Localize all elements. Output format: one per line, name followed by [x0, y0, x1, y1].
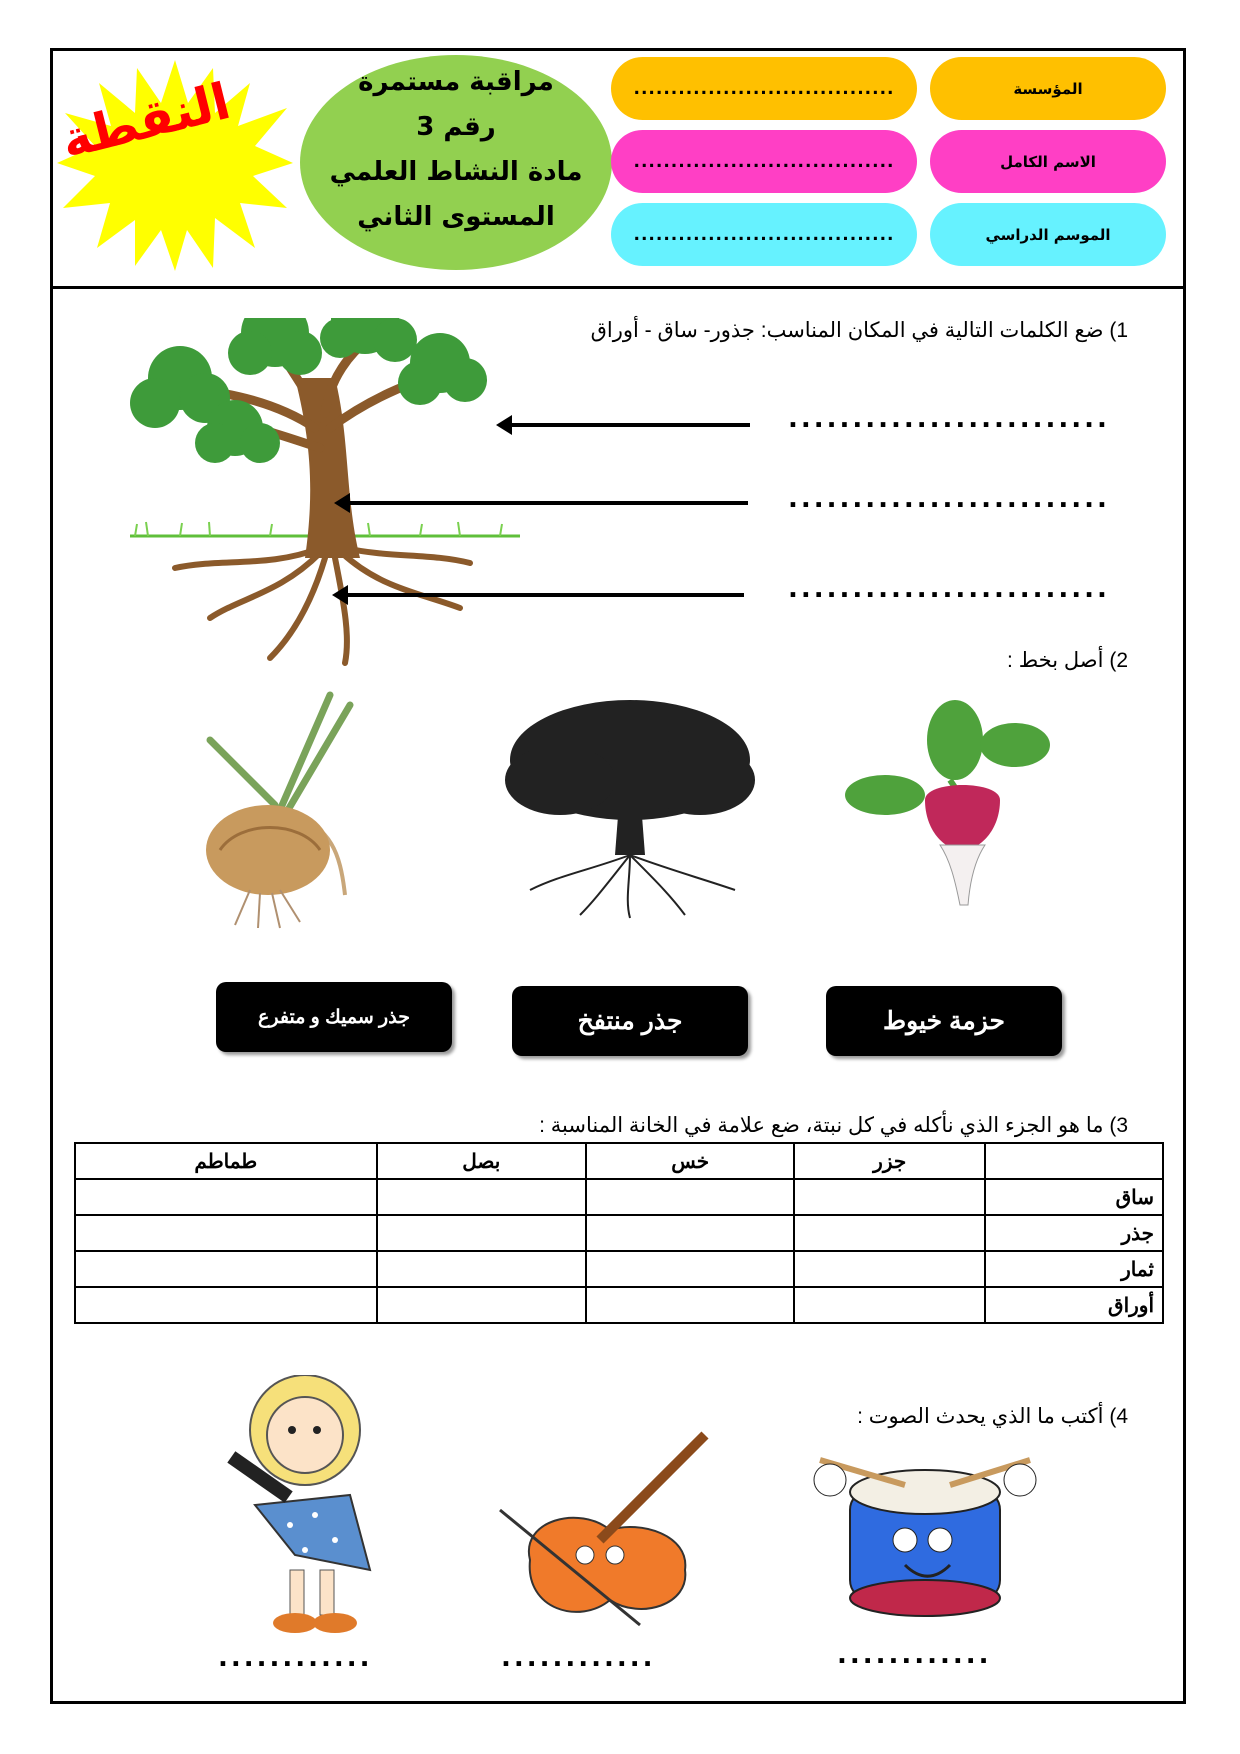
exam-title [300, 60, 612, 240]
sound-blank-violin[interactable]: ............ [501, 1643, 656, 1673]
row-label: ثمار [985, 1251, 1163, 1287]
question-text: أصل بخط : [1007, 649, 1104, 672]
sound-blank-flute[interactable]: ............ [218, 1643, 373, 1673]
tree-image [120, 318, 540, 668]
row-label: جذر [985, 1215, 1163, 1251]
arrow-leaves [510, 423, 750, 427]
answer-cell[interactable] [377, 1179, 586, 1215]
table-row [75, 1251, 1163, 1287]
sound-blank-drum[interactable]: ............ [837, 1640, 992, 1670]
answer-box-fibrous[interactable]: حزمة خيوط [826, 986, 1062, 1056]
answer-cell[interactable] [75, 1179, 377, 1215]
question-number: 3) [1109, 1114, 1128, 1137]
answer-cell[interactable] [586, 1179, 795, 1215]
answer-cell[interactable] [794, 1251, 985, 1287]
title-line: المستوى الثاني [357, 202, 555, 232]
violin-image [490, 1420, 740, 1630]
answer-blank[interactable]: ......................... [788, 404, 1110, 434]
answer-cell[interactable] [586, 1287, 795, 1323]
question-2 [1007, 648, 1128, 673]
row-label: ساق [985, 1179, 1163, 1215]
answer-box-thick-root[interactable]: جذر سميك و متفرع [216, 982, 452, 1052]
fullname-label: الاسم الكامل [930, 130, 1166, 193]
school-year-label: الموسم الدراسي [930, 203, 1166, 266]
answer-cell[interactable] [75, 1215, 377, 1251]
question-number: 1) [1109, 319, 1128, 342]
radish-image [840, 700, 1060, 910]
table-header-cell [985, 1143, 1163, 1179]
question-text: ما هو الجزء الذي نأكله في كل نبتة، ضع علامة في الخانة المناسبة : [539, 1114, 1104, 1137]
title-line: مراقبة مستمرة [358, 67, 554, 97]
answer-box-swollen-root[interactable]: جذر منتفخ [512, 986, 748, 1056]
question-number: 2) [1109, 649, 1128, 672]
answer-blank[interactable]: ......................... [788, 484, 1110, 514]
table-header-cell: خس [586, 1143, 795, 1179]
table-header-row [75, 1143, 1163, 1179]
drum-image [810, 1440, 1040, 1630]
tree-silhouette-image [500, 690, 760, 920]
answer-cell[interactable] [794, 1287, 985, 1323]
question-text: ضع الكلمات التالية في المكان المناسب: جذور- ساق - أوراق [590, 319, 1104, 342]
institution-label: المؤسسة [930, 57, 1166, 120]
table-header-cell: جزر [794, 1143, 985, 1179]
point-label: النقطة [55, 71, 236, 170]
institution-field[interactable]: ................................... [611, 57, 917, 120]
answer-cell[interactable] [377, 1215, 586, 1251]
title-line: مادة النشاط العلمي [329, 157, 583, 187]
table-row [75, 1179, 1163, 1215]
table-row [75, 1215, 1163, 1251]
table-header-cell: طماطم [75, 1143, 377, 1179]
plant-parts-table [74, 1142, 1164, 1324]
arrow-roots [346, 593, 744, 597]
answer-cell[interactable] [377, 1251, 586, 1287]
question-number: 4) [1109, 1405, 1128, 1428]
row-label: أوراق [985, 1287, 1163, 1323]
answer-blank[interactable]: ......................... [788, 574, 1110, 604]
question-4 [857, 1404, 1128, 1429]
girl-clarinet-image [195, 1375, 405, 1640]
answer-cell[interactable] [377, 1287, 586, 1323]
answer-cell[interactable] [794, 1179, 985, 1215]
title-line: رقم 3 [416, 112, 496, 142]
answer-cell[interactable] [75, 1251, 377, 1287]
question-3 [539, 1113, 1128, 1138]
fullname-field[interactable]: ................................... [611, 130, 917, 193]
header-divider [50, 286, 1186, 289]
answer-cell[interactable] [794, 1215, 985, 1251]
answer-cell[interactable] [75, 1287, 377, 1323]
table-header-cell: بصل [377, 1143, 586, 1179]
arrow-stem [348, 501, 748, 505]
question-text: أكتب ما الذي يحدث الصوت : [857, 1405, 1104, 1428]
answer-cell[interactable] [586, 1215, 795, 1251]
answer-cell[interactable] [586, 1251, 795, 1287]
question-1 [591, 318, 1128, 343]
school-year-field[interactable]: ................................... [611, 203, 917, 266]
table-row [75, 1287, 1163, 1323]
onion-image [180, 690, 390, 930]
